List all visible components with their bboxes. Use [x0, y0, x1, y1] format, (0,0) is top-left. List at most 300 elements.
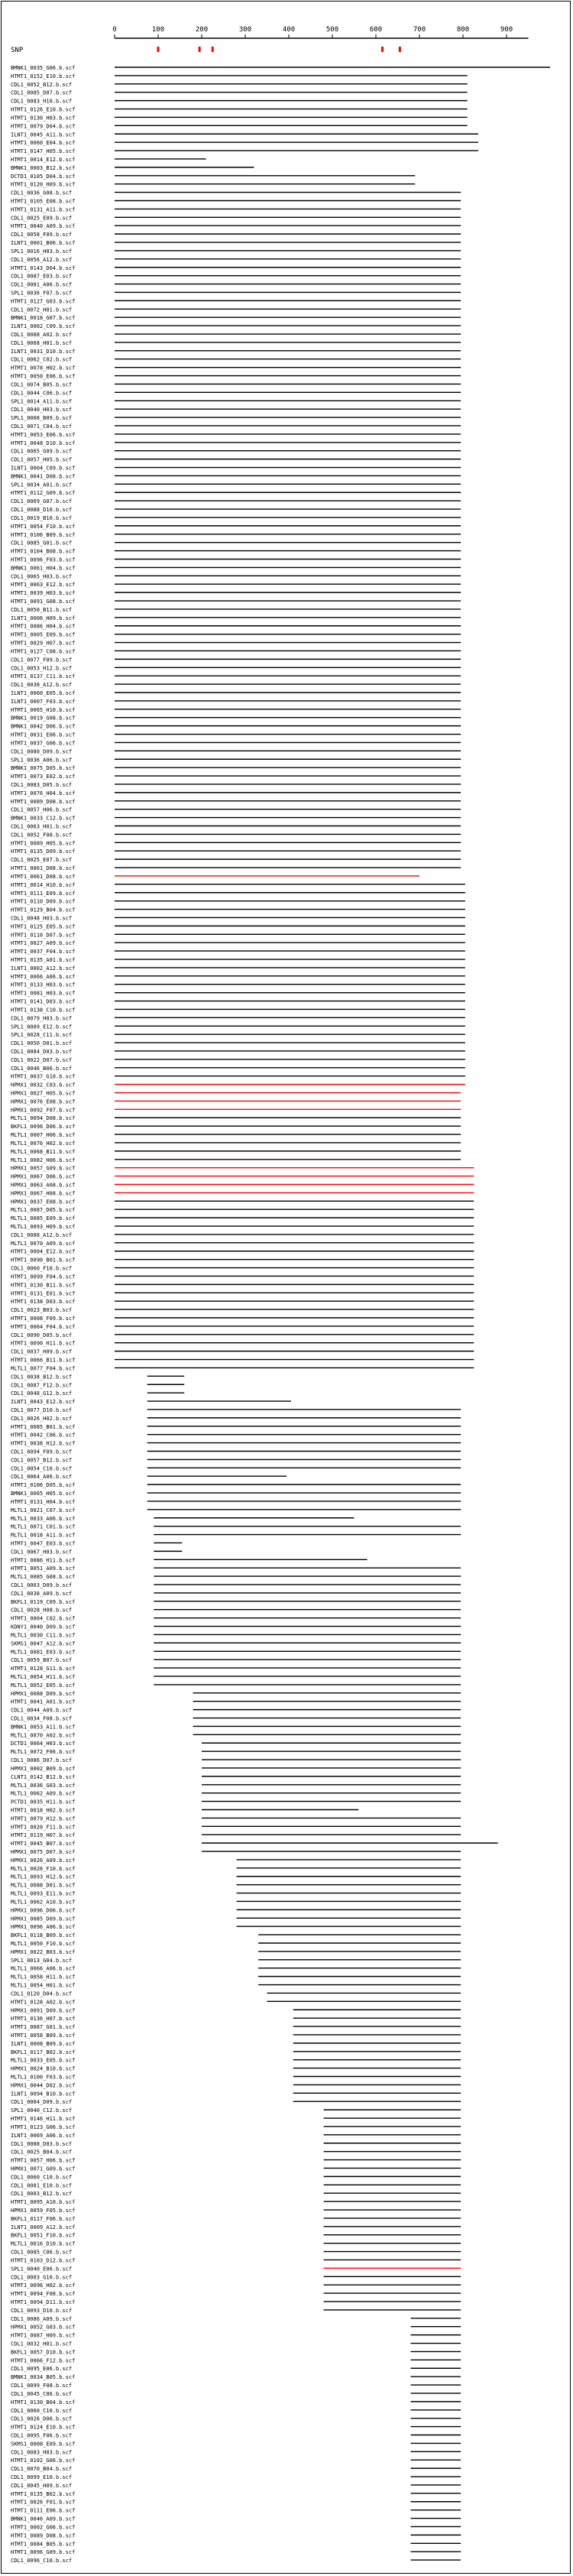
read-name: CDL1_0081_E10.b.scf [11, 2182, 73, 2189]
read-name: CDL1_0023_B03.b.scf [11, 1307, 73, 1314]
read-name: BKFL1_0118_B09.b.scf [11, 1932, 76, 1939]
read-name: CDL1_0088_D10.b.scf [11, 507, 73, 514]
read-name: MLTL1_0070_A09.b.scf [11, 1240, 76, 1247]
read-name: CDL1_0019_B10.b.scf [11, 514, 73, 521]
read-name: HTMT1_0029_H07.b.scf [11, 640, 76, 647]
read-name: HTMT1_0050_E06.b.scf [11, 373, 76, 380]
read-name: HPMX1_0052_G03.b.scf [11, 2324, 76, 2331]
read-name: HTMT1_0026_F01.b.scf [11, 2499, 76, 2506]
read-name: MLTL1_0036_G03.b.scf [11, 1782, 76, 1789]
read-name: HTMT1_0127_G03.b.scf [11, 298, 76, 305]
read-name: HTMT1_0079_H12.b.scf [11, 1815, 76, 1822]
read-name: HTMT1_0061_D08.b.scf [11, 865, 76, 872]
read-name: BKFL1_0096_D06.b.scf [11, 1124, 76, 1131]
read-name: HTMT1_0099_F04.b.scf [11, 1273, 76, 1280]
axis-tick-label: 0 [112, 26, 117, 34]
read-name: ILNT1_0069_A06.b.scf [11, 2132, 76, 2139]
read-name: HTMT1_0103_D12.b.scf [11, 2257, 76, 2264]
read-name: MLTL1_0050_F10.b.scf [11, 1941, 76, 1947]
read-name: HTMT1_0089_D08.b.scf [11, 798, 76, 805]
read-name: HTMT1_0133_H03.b.scf [11, 981, 76, 988]
read-name: SPL1_0008_B09.b.scf [11, 415, 73, 422]
read-name: HPMX1_0044_D02.b.scf [11, 2082, 76, 2089]
read-name: BMNK1_0042_D06.b.scf [11, 723, 76, 730]
read-name: HPMX1_0059_F05.b.scf [11, 2208, 76, 2214]
read-name: CDL1_0037_H09.b.scf [11, 1348, 73, 1355]
read-name: HTMT1_0128_G11.b.scf [11, 1666, 76, 1672]
read-name: SPL1_0034_A01.b.scf [11, 482, 73, 488]
read-name: HTMT1_0066_A06.b.scf [11, 973, 76, 980]
read-name: HTMT1_0057_H06.b.scf [11, 2157, 76, 2164]
read-name: HPMX1_0002_B09.b.scf [11, 1765, 76, 1772]
read-name: CDL1_0085_G01.b.scf [11, 540, 73, 547]
read-name: HTMT1_0031_E06.b.scf [11, 732, 76, 738]
read-name: HPMX1_0032_C03.b.scf [11, 1082, 76, 1088]
read-name: HTMT1_0079_D04.b.scf [11, 123, 76, 130]
read-name: HTMT1_0138_D03.b.scf [11, 1299, 76, 1306]
read-name: CDL1_0060_C10.b.scf [11, 2174, 73, 2181]
read-name: CDL1_0099_F08.b.scf [11, 2383, 73, 2389]
read-name: CDL1_0062_C02.b.scf [11, 356, 73, 363]
read-name: CDL1_0050_D01.b.scf [11, 1040, 73, 1047]
read-name: CDL1_0086_A09.b.scf [11, 2315, 73, 2322]
read-name: CDL1_0038_B12.b.scf [11, 1374, 73, 1380]
read-name: HTMT1_0102_G06.b.scf [11, 2458, 76, 2464]
read-name: HPMX1_0067_H08.b.scf [11, 1190, 76, 1197]
read-name: HPMX1_0092_F07.b.scf [11, 1107, 76, 1114]
read-name: CDL1_0088_A02.b.scf [11, 332, 73, 339]
read-name: CDL1_0044_A09.b.scf [11, 1707, 73, 1714]
read-name: HTMT1_0111_E09.b.scf [11, 890, 76, 897]
read-name: HTMT1_0084_B05.b.scf [11, 2541, 76, 2548]
read-name: HTMT1_0135_A01.b.scf [11, 957, 76, 964]
axis-tick-label: 800 [456, 26, 470, 34]
read-name: ILNT1_0001_B06.b.scf [11, 240, 76, 247]
read-name: HPMX1_0076_E08.b.scf [11, 1098, 76, 1105]
axis-tick-label: 100 [151, 26, 165, 34]
read-name: HTMT1_0124_E10.b.scf [11, 2424, 76, 2431]
read-name: HTMT1_0040_A09.b.scf [11, 223, 76, 230]
read-name: HTMT1_0130_B11.b.scf [11, 1282, 76, 1289]
read-name: CDL1_0099_E10.b.scf [11, 2474, 73, 2481]
read-name: CLNT1_0142_B12.b.scf [11, 1773, 76, 1780]
read-name: BMNK1_0065_H05.b.scf [11, 1491, 76, 1497]
read-name: CDL1_0045_H09.b.scf [11, 2482, 73, 2489]
read-name: HTMT1_0131_E01.b.scf [11, 1290, 76, 1297]
read-name: CDL1_0095_E06.b.scf [11, 2366, 73, 2373]
read-list [11, 65, 550, 2564]
read-name: MLTL1_0076_H02.b.scf [11, 1140, 76, 1147]
read-name: CDL1_0093_D10.b.scf [11, 2307, 73, 2314]
read-name: HTMT1_0002_G06.b.scf [11, 2524, 76, 2531]
read-name: HTMT1_0096_G09.b.scf [11, 2549, 76, 2556]
read-name: HTMT1_0096_F03.b.scf [11, 556, 76, 563]
read-name: BKFL1_0117_B02.b.scf [11, 2049, 76, 2055]
read-name: HPMX1_0027_H05.b.scf [11, 1090, 76, 1097]
read-name: CDL1_0038_A12.b.scf [11, 682, 73, 689]
read-name: ILNT1_0045_A11.b.scf [11, 131, 76, 138]
read-name: CDL1_0088_A12.b.scf [11, 1231, 73, 1238]
read-name: MLTL1_0026_F10.b.scf [11, 1865, 76, 1872]
read-name: MLTL1_0018_A11.b.scf [11, 1532, 76, 1539]
read-name: HTMT1_0058_B09.b.scf [11, 2032, 76, 2039]
read-name: CDL1_0063_H01.b.scf [11, 823, 73, 830]
snp-marker [381, 47, 384, 52]
read-name: ILNT1_0060_E05.b.scf [11, 690, 76, 696]
read-name: HTMT1_0037_F04.b.scf [11, 949, 76, 955]
read-name: CDL1_0065_G09.b.scf [11, 448, 73, 455]
read-name: MLTL1_0085_G08.b.scf [11, 1574, 76, 1581]
read-name: HTMT1_0020_F11.b.scf [11, 1824, 76, 1831]
read-name: HTMT1_0110_D09.b.scf [11, 898, 76, 905]
read-name: HPMX1_0024_B10.b.scf [11, 2065, 76, 2072]
read-name: HTMT1_0126_E10.b.scf [11, 106, 76, 113]
read-name: ILNT1_0043_E12.b.scf [11, 1399, 76, 1406]
read-name: ILNT1_0031_D10.b.scf [11, 348, 76, 355]
read-name: ILNT1_0007_F03.b.scf [11, 698, 76, 705]
read-name: HTMT1_0087_G01.b.scf [11, 2024, 76, 2031]
read-name: HTMT1_0127_C08.b.scf [11, 648, 76, 655]
read-name: CDL1_0085_D07.b.scf [11, 89, 73, 96]
read-name: MLTL1_0007_H06.b.scf [11, 1132, 76, 1139]
read-name: CDL1_0083_D05.b.scf [11, 781, 73, 788]
read-name: CDL1_0054_C10.b.scf [11, 1465, 73, 1472]
read-name: HTMT1_0130_H03.b.scf [11, 115, 76, 122]
read-name: HTMT1_0037_G10.b.scf [11, 1073, 76, 1080]
read-name: HTMT1_0085_B01.b.scf [11, 1423, 76, 1430]
snp-marker [399, 47, 401, 52]
read-name: MLTL1_0033_E05.b.scf [11, 2057, 76, 2064]
read-name: CDL1_0068_H01.b.scf [11, 339, 73, 346]
read-name: HTMT1_0129_B04.b.scf [11, 907, 76, 913]
read-name: CDL1_0086_D07.b.scf [11, 1757, 73, 1764]
read-name: HTMT1_0094_F08.b.scf [11, 2291, 76, 2298]
read-name: HTMT1_0128_A02.b.scf [11, 1999, 76, 2006]
read-name: HTMT1_0053_E06.b.scf [11, 431, 76, 438]
read-name: MLTL1_0070_A02.b.scf [11, 1732, 76, 1739]
read-name: HTMT1_0131_H04.b.scf [11, 1498, 76, 1505]
read-name: CDL1_0040_H03.b.scf [11, 407, 73, 414]
read-name: MLTL1_0052_E05.b.scf [11, 1682, 76, 1689]
read-name: CDL1_0094_F09.b.scf [11, 1449, 73, 1455]
read-name: BMNK1_0033_C12.b.scf [11, 815, 76, 822]
read-name: CDL1_0046_B06.b.scf [11, 1065, 73, 1072]
read-name: HTMT1_0060_E04.b.scf [11, 140, 76, 147]
read-name: HPMX1_0088_D09.b.scf [11, 1690, 76, 1697]
read-name: HPMX1_0071_G09.b.scf [11, 2166, 76, 2172]
read-name: HTMT1_0005_E09.b.scf [11, 631, 76, 638]
read-name: HTMT1_0111_E06.b.scf [11, 2507, 76, 2514]
read-name: CDL1_0077_D10.b.scf [11, 1406, 73, 1413]
read-name: HTMT1_0081_H03.b.scf [11, 990, 76, 997]
read-name: HTMT1_0038_H12.b.scf [11, 1440, 76, 1447]
read-name: MLTL1_0062_A10.b.scf [11, 1899, 76, 1906]
read-name: CDL1_0026_H02.b.scf [11, 1415, 73, 1422]
read-name: BMNK1_0046_A09.b.scf [11, 2516, 76, 2522]
read-name: MLTL1_0021_C07.b.scf [11, 1507, 76, 1513]
read-name: HTMT1_0037_G06.b.scf [11, 740, 76, 747]
read-name: HTMT1_0094_D11.b.scf [11, 2299, 76, 2305]
read-name: HTMT1_0045_B07.b.scf [11, 1841, 76, 1848]
read-name: PCTD1_0035_H11.b.scf [11, 1799, 76, 1805]
read-name: HTMT1_0073_E02.b.scf [11, 774, 76, 780]
read-name: HPMX1_0091_D09.b.scf [11, 2007, 76, 2014]
read-name: CDL1_0044_C06.b.scf [11, 390, 73, 397]
read-name: MLTL1_0062_A09.b.scf [11, 1790, 76, 1797]
read-name: ILNT1_0002_C09.b.scf [11, 323, 76, 330]
read-name: MLTL1_0093_E11.b.scf [11, 1890, 76, 1897]
read-name: SPL1_0036_F07.b.scf [11, 290, 73, 297]
read-name: CDL1_0052_B12.b.scf [11, 81, 73, 88]
read-name: SKMS1_0008_E09.b.scf [11, 2441, 76, 2448]
read-name: HPMX1_0085_D09.b.scf [11, 1916, 76, 1922]
snp-marker [199, 47, 201, 52]
read-name: HTMT1_0089_D08.b.scf [11, 2532, 76, 2539]
read-name: CDL1_0003_B12.b.scf [11, 2191, 73, 2198]
read-name: CDL1_0065_H03.b.scf [11, 573, 73, 580]
read-name: HPMX1_0022_B03.b.scf [11, 1948, 76, 1955]
read-name: MLTL1_0072_F06.b.scf [11, 1749, 76, 1756]
read-name: HTMT1_0086_H11.b.scf [11, 1557, 76, 1564]
read-name: HPMX1_0096_A06.b.scf [11, 1924, 76, 1931]
read-name: CDL1_0071_C04.b.scf [11, 423, 73, 430]
read-name: HTMT1_0089_H05.b.scf [11, 840, 76, 847]
read-name: CDL1_0025_B04.b.scf [11, 2149, 73, 2156]
read-name: HTMT1_0120_H09.b.scf [11, 181, 76, 188]
read-name: HTMT1_0135_B02.b.scf [11, 2490, 76, 2497]
read-name: HPMX1_0026_A09.b.scf [11, 1857, 76, 1864]
read-name: SPL1_0040_E06.b.scf [11, 2266, 73, 2273]
read-name: CDL1_0096_C10.b.scf [11, 2558, 73, 2565]
read-name: BKFL1_0051_F10.b.scf [11, 2232, 76, 2239]
read-name: HTMT1_0054_F10.b.scf [11, 523, 76, 530]
read-name: CDL1_0072_H01.b.scf [11, 307, 73, 313]
read-name: HTMT1_0087_H09.b.scf [11, 2332, 76, 2339]
read-name: HTMT1_0106_B09.b.scf [11, 531, 76, 538]
read-name: HTMT1_0112_G09.b.scf [11, 490, 76, 497]
axis-tick-label: 500 [325, 26, 339, 34]
read-name: CDL1_0079_H03.b.scf [11, 1015, 73, 1022]
read-name: BMNK1_0075_D05.b.scf [11, 765, 76, 772]
read-name: HTMT1_0066_B11.b.scf [11, 1357, 76, 1364]
read-name: HTMT1_0078_H02.b.scf [11, 365, 76, 371]
read-name: HPMX1_0067_D06.b.scf [11, 1173, 76, 1180]
read-name: CDL1_0088_D03.b.scf [11, 2140, 73, 2147]
read-name: CDL1_0067_H03.b.scf [11, 1549, 73, 1556]
read-name: SPL1_0009_E12.b.scf [11, 1024, 73, 1030]
read-name: BMNK1_0034_B05.b.scf [11, 2374, 76, 2381]
read-name: HTMT1_0091_G08.b.scf [11, 599, 76, 605]
read-name: CDL1_0026_D06.b.scf [11, 2415, 73, 2422]
read-name: HTMT1_0125_E05.b.scf [11, 923, 76, 930]
read-name: CDL1_0077_F09.b.scf [11, 657, 73, 663]
read-name: SKMS1_0047_A12.b.scf [11, 1640, 76, 1647]
read-name: CDL1_0057_H05.b.scf [11, 456, 73, 463]
read-name: SPL1_0014_A11.b.scf [11, 398, 73, 405]
read-name: HTMT1_0014_E12.b.scf [11, 156, 76, 163]
read-name: CDL1_0085_C06.b.scf [11, 2249, 73, 2256]
read-name: HTMT1_0137_C11.b.scf [11, 673, 76, 680]
read-name: BMNK1_0041_D08.b.scf [11, 473, 76, 480]
read-name: CDL1_0034_F08.b.scf [11, 1715, 73, 1722]
read-name: MLTL1_0054_H11.b.scf [11, 1673, 76, 1680]
read-name: HTMT1_0123_G06.b.scf [11, 2123, 76, 2130]
read-name: MLTL1_0088_D01.b.scf [11, 1882, 76, 1889]
read-name: CDL1_0090_D05.b.scf [11, 1332, 73, 1338]
read-name: CDL1_0070_B04.b.scf [11, 2466, 73, 2473]
read-name: CDL1_0084_D03.b.scf [11, 1048, 73, 1055]
read-name: DCTD1_0064_H03.b.scf [11, 1741, 76, 1747]
read-name: HTMT1_0147_H05.b.scf [11, 148, 76, 155]
read-name: SPL1_0028_C11.b.scf [11, 1032, 73, 1039]
read-name: CDL1_0058_F09.b.scf [11, 232, 73, 238]
read-name: MLTL1_0087_D05.b.scf [11, 1207, 76, 1214]
read-name: HTMT1_0039_H03.b.scf [11, 590, 76, 597]
read-name: HTMT1_0110_D07.b.scf [11, 932, 76, 939]
read-name: CDL1_0087_F12.b.scf [11, 1382, 73, 1389]
snp-markers [157, 47, 401, 52]
read-name: HTMT1_0041_A01.b.scf [11, 1698, 76, 1705]
read-name: MLTL1_0085_E09.b.scf [11, 1215, 76, 1222]
read-name: HTMT1_0105_E08.b.scf [11, 198, 76, 205]
read-name: MLTL1_0093_H12.b.scf [11, 1874, 76, 1880]
read-name: DCTD1_0105_D04.b.scf [11, 173, 76, 180]
read-name: CDL1_0060_F10.b.scf [11, 1265, 73, 1272]
read-name: MLTL1_0058_H11.b.scf [11, 1974, 76, 1981]
read-name: HPMX1_0096_D06.b.scf [11, 1907, 76, 1914]
read-name: HTMT1_0065_H10.b.scf [11, 706, 76, 713]
read-name: CDL1_0080_D09.b.scf [11, 748, 73, 755]
read-name: CDL1_0059_B07.b.scf [11, 1657, 73, 1664]
read-name: MLTL1_0093_H09.b.scf [11, 1224, 76, 1231]
read-name: CDL1_0095_F06.b.scf [11, 2432, 73, 2439]
read-name: BKFL1_0057_D10.b.scf [11, 2349, 76, 2356]
read-name: HTMT1_0143_D04.b.scf [11, 264, 76, 271]
read-name: CDL1_0025_E07.b.scf [11, 857, 73, 864]
read-name: ILNT1_0009_A12.b.scf [11, 2224, 76, 2230]
axis-tick-label: 400 [282, 26, 296, 34]
read-name: ILNT1_0004_C09.b.scf [11, 465, 76, 472]
read-name: BMNK1_0035_G06.b.scf [11, 65, 76, 71]
read-name: MLTL1_0100_F03.b.scf [11, 2074, 76, 2081]
read-name: CDL1_0083_H10.b.scf [11, 98, 73, 105]
read-name: HTMT1_0104_B08.b.scf [11, 548, 76, 555]
read-name: MLTL1_0082_H06.b.scf [11, 1157, 76, 1163]
read-name: HTMT1_0086_H04.b.scf [11, 623, 76, 630]
read-name: ILNT1_0002_A12.b.scf [11, 965, 76, 972]
read-name: CDL1_0022_D07.b.scf [11, 1056, 73, 1063]
read-name: HTMT1_0064_F04.b.scf [11, 1323, 76, 1330]
read-name: KDNY1_0040_D09.b.scf [11, 1624, 76, 1630]
read-name: CDL1_0069_G07.b.scf [11, 498, 73, 505]
read-name: HTMT1_0008_F09.b.scf [11, 1316, 76, 1322]
read-name: CDL1_0081_A06.b.scf [11, 281, 73, 288]
read-name: HTMT1_0004_E12.b.scf [11, 1248, 76, 1255]
read-name: CDL1_0028_H08.b.scf [11, 1607, 73, 1614]
read-name: HTMT1_0095_A10.b.scf [11, 2199, 76, 2206]
read-name: CDL1_0060_C10.b.scf [11, 2407, 73, 2414]
read-name: CDL1_0056_A12.b.scf [11, 256, 73, 263]
read-name: HPMX1_0057_G09.b.scf [11, 1165, 76, 1172]
read-name: CDL1_0048_H03.b.scf [11, 915, 73, 922]
read-name: BMNK1_0019_G08.b.scf [11, 715, 76, 722]
axis-tick-label: 300 [238, 26, 252, 34]
read-name: CDL1_0064_A06.b.scf [11, 1474, 73, 1481]
read-name: ILNT1_0006_H09.b.scf [11, 615, 76, 621]
read-name: CDL1_0057_H06.b.scf [11, 806, 73, 813]
read-name: MLTL1_0066_A06.b.scf [11, 1965, 76, 1972]
axis-tick-label: 600 [369, 26, 383, 34]
read-name: HPMX1_0037_E08.b.scf [11, 1199, 76, 1205]
read-name: HTMT1_0090_B01.b.scf [11, 1257, 76, 1264]
read-name: BMNK1_0053_A11.b.scf [11, 1724, 76, 1731]
read-name: BMNK1_0061_H04.b.scf [11, 565, 76, 572]
read-name: CDL1_0087_E03.b.scf [11, 273, 73, 280]
read-name: CDL1_0074_B05.b.scf [11, 381, 73, 388]
read-name: BMNK1_0018_G07.b.scf [11, 315, 76, 322]
read-name: HTMT1_0106_D05.b.scf [11, 1482, 76, 1489]
snp-marker [157, 47, 160, 52]
read-name: BKFL1_0117_F06.b.scf [11, 2215, 76, 2222]
read-name: HTMT1_0138_C10.b.scf [11, 1007, 76, 1014]
read-name: HTMT1_0004_C02.b.scf [11, 1615, 76, 1622]
read-name: CDL1_0003_D09.b.scf [11, 1582, 73, 1589]
read-name: HTMT1_0136_H07.b.scf [11, 2016, 76, 2023]
read-name: HTMT1_0066_F12.b.scf [11, 2357, 76, 2364]
read-name: CDL1_0050_B11.b.scf [11, 606, 73, 613]
read-name: HTMT1_0090_H11.b.scf [11, 1340, 76, 1347]
read-name: MLTL1_0081_E03.b.scf [11, 1649, 76, 1656]
axis-tick-label: 700 [413, 26, 426, 34]
read-name: BMNK1_0003_B12.b.scf [11, 164, 76, 171]
read-name: HTMT1_0146_H11.b.scf [11, 2116, 76, 2123]
read-name: CDL1_0048_G12.b.scf [11, 1390, 73, 1397]
read-name: HTMT1_0014_H10.b.scf [11, 881, 76, 888]
axis-tick-label: 900 [500, 26, 513, 34]
read-name: MLTL1_0030_C11.b.scf [11, 1632, 76, 1639]
read-name: CDL1_0003_G10.b.scf [11, 2274, 73, 2281]
read-name: CDL1_0120_D04.b.scf [11, 1990, 73, 1997]
read-name: HTMT1_0152_E10.b.scf [11, 73, 76, 79]
read-name: CDL1_0032_H01.b.scf [11, 2341, 73, 2347]
read-name: HTMT1_0042_C06.b.scf [11, 1432, 76, 1439]
position-axis [112, 26, 528, 38]
axis-tick-label: 200 [195, 26, 209, 34]
read-name: CDL1_0057_B12.b.scf [11, 1457, 73, 1464]
read-name: HTMT1_0135_D09.b.scf [11, 848, 76, 855]
read-name: HTMT1_0119_H07.b.scf [11, 1832, 76, 1839]
read-name: ILNT1_0094_B10.b.scf [11, 2091, 76, 2097]
read-name: MLTL1_0033_A06.b.scf [11, 1515, 76, 1522]
read-name: HTMT1_0130_B04.b.scf [11, 2399, 76, 2406]
read-name: CDL1_0025_E09.b.scf [11, 215, 73, 222]
read-name: MLTL1_0068_B11.b.scf [11, 1148, 76, 1155]
snp-marker [212, 47, 214, 52]
read-name: CDL1_0052_F08.b.scf [11, 832, 73, 839]
read-name: SPL1_0013_G04.b.scf [11, 1957, 73, 1964]
read-name: BKFL1_0119_C09.b.scf [11, 1598, 76, 1605]
read-name: SPL1_0036_A06.b.scf [11, 757, 73, 764]
read-name: SPL1_0016_H03.b.scf [11, 248, 73, 255]
snp-label: SNP [11, 47, 24, 54]
read-name: HTMT1_0096_H02.b.scf [11, 2282, 76, 2289]
read-name: HTMT1_0051_A09.b.scf [11, 1565, 76, 1572]
read-name: HTMT1_0131_A11.b.scf [11, 206, 76, 213]
read-name: ILNT1_0008_B09.b.scf [11, 2040, 76, 2047]
read-name: CDL1_0045_C06.b.scf [11, 2390, 73, 2397]
read-name: MLTL1_0054_H01.b.scf [11, 1982, 76, 1989]
read-name: CDL1_0053_H12.b.scf [11, 665, 73, 672]
